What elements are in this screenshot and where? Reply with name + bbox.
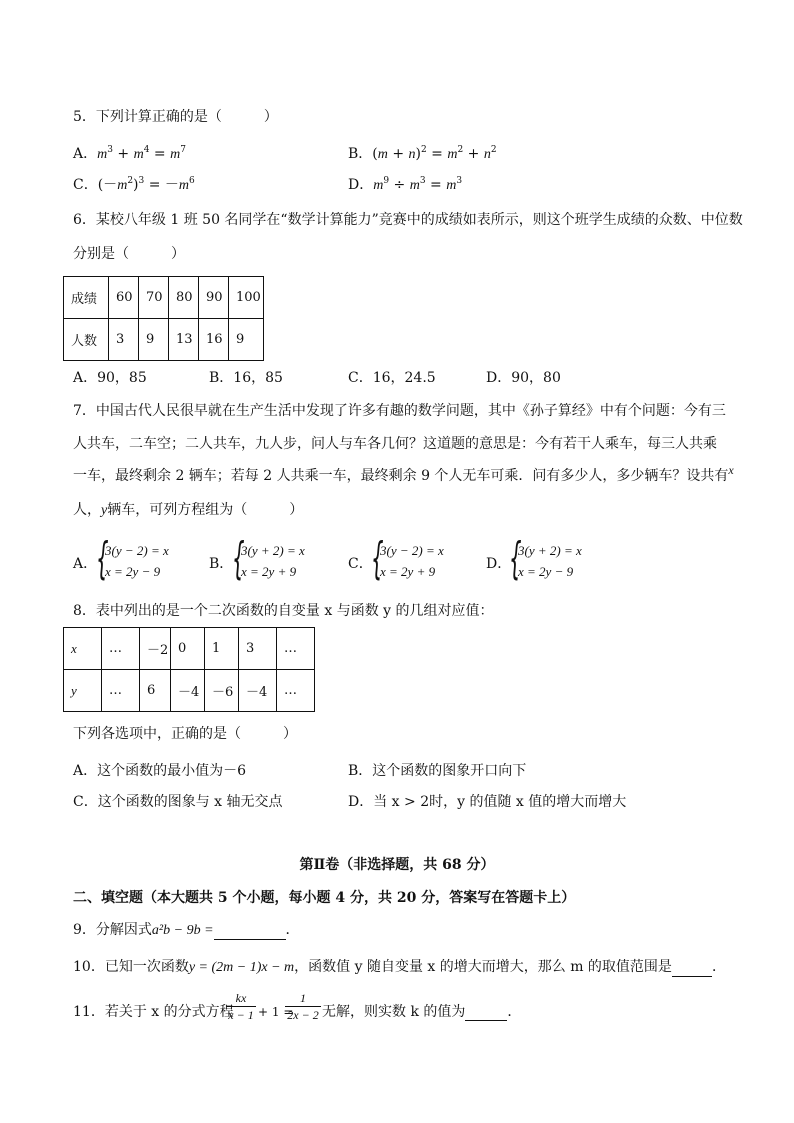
q7-option-c-label: C． (348, 556, 373, 572)
q7-option-c-eq1: 3(y − 2) = x (380, 543, 444, 558)
q11-f2-num: 1 (285, 990, 321, 1007)
q8-option-a: A．这个函数的最小值为－6 (73, 763, 247, 779)
q11-f1-den: x − 1 (228, 1008, 254, 1022)
q10-prefix: 10．已知一次函数 (73, 959, 189, 975)
table-cell: x (64, 628, 102, 670)
q7-option-a-label: A． (73, 556, 98, 572)
q5-option-c: C．$(-m^2)^3 = -m^6$ (73, 176, 195, 193)
table-cell: 人数 (64, 319, 109, 361)
q7-line4 (73, 501, 303, 520)
q5-option-b-label: B． (348, 146, 373, 162)
q6-option-c: C．16，24.5 (348, 370, 436, 386)
brace-icon: { (371, 533, 384, 584)
q11-f2-den: 2x − 2 (287, 1008, 319, 1022)
q9-prefix: 9．分解因式 (73, 922, 152, 938)
table-cell: 16 (199, 319, 229, 361)
table-cell: 80 (169, 277, 199, 319)
q7-option-d-system (509, 533, 609, 584)
table-cell: －6 (205, 670, 239, 712)
q7-line4-b: 辆车，可列方程组为（ ） (107, 502, 304, 518)
q7-option-d-eq2: x = 2y − 9 (518, 564, 574, 579)
q9 (73, 921, 300, 940)
table-cell: 13 (169, 319, 199, 361)
q6-option-b: B．16，85 (209, 370, 283, 386)
table-cell: 6 (140, 670, 171, 712)
q7-option-c-eq2: x = 2y + 9 (380, 564, 436, 579)
brace-icon: { (509, 533, 522, 584)
table-cell: －2 (140, 628, 171, 670)
table-cell: 70 (139, 277, 169, 319)
q11-answer-blank[interactable] (465, 1006, 507, 1021)
table-row (64, 628, 315, 670)
q7-line3 (73, 463, 734, 485)
q5-option-c-label: C． (73, 177, 98, 193)
table-cell: … (277, 628, 315, 670)
q7-option-a-eq2: x = 2y − 9 (105, 564, 161, 579)
q6-option-d: D．90，80 (486, 370, 561, 386)
q5-option-d-label: D． (348, 177, 374, 193)
table-cell: 9 (229, 319, 264, 361)
q10-end: ． (711, 959, 726, 975)
q7-var-y: y (101, 503, 108, 518)
table-cell: 1 (205, 628, 239, 670)
q10-expr: y = (2m − 1)x − m (188, 960, 295, 975)
q7-var-x: x (728, 463, 734, 477)
table-cell: y (64, 670, 102, 712)
q5-stem: 5．下列计算正确的是（ ） (73, 109, 278, 125)
q7-line1: 7．中国古代人民很早就在生产生活中发现了许多有趣的数学问题，其中《孙子算经》中有个问题：今有三 (73, 403, 726, 419)
q8-value-table (63, 627, 315, 712)
table-cell: －4 (239, 670, 277, 712)
q5-option-a: A．$m^3 + m^4 = m^7$ (73, 145, 186, 162)
q7-option-d-eq1: 3(y + 2) = x (518, 543, 582, 558)
q6-score-table (63, 276, 264, 361)
table-cell: 60 (109, 277, 139, 319)
q11-plus: + 1 = (258, 1005, 294, 1019)
table-cell: … (102, 670, 140, 712)
q11-fraction-1 (226, 990, 256, 1023)
q11-prefix: 11．若关于 x 的分式方程 (73, 1004, 234, 1020)
q10-answer-blank[interactable] (672, 962, 712, 977)
table-cell: －4 (171, 670, 205, 712)
q11-end: ． (507, 1004, 522, 1020)
q5-option-d: D．$m^9 \div m^3 = m^3$ (348, 176, 463, 193)
q10-mid: ，函数值 y 随自变量 x 的增大而增大，那么 m 的取值范围是 (294, 959, 672, 975)
q7-option-a-eq1: 3(y − 2) = x (105, 543, 169, 558)
q8-prompt: 下列各选项中，正确的是（ ） (73, 726, 297, 742)
q8-stem: 8．表中列出的是一个二次函数的自变量 x 与函数 y 的几组对应值： (73, 603, 494, 619)
q11-suffix: 无解，则实数 k 的值为 (322, 1004, 466, 1020)
q7-option-b-eq2: x = 2y + 9 (241, 564, 297, 579)
q7-option-d-label: D． (486, 556, 512, 572)
brace-icon: { (96, 533, 109, 584)
q6-stem-line1: 6．某校八年级 1 班 50 名同学在“数学计算能力”竞赛中的成绩如表所示，则这个班学生成绩的众数、中位数 (73, 212, 743, 228)
section-title: 第Ⅱ卷（非选择题，共 68 分） (299, 857, 495, 873)
table-cell: … (277, 670, 315, 712)
q7-option-c-system (371, 533, 471, 584)
table-cell: 成绩 (64, 277, 109, 319)
q9-expr: a²b − 9b = (151, 923, 214, 938)
q8-option-d: D．当 x > 2时，y 的值随 x 值的增大而增大 (348, 794, 627, 810)
q11-tail (322, 1003, 521, 1021)
table-cell: … (102, 628, 140, 670)
table-cell: 3 (109, 319, 139, 361)
q7-option-b-label: B． (209, 556, 234, 572)
table-cell: 0 (171, 628, 205, 670)
q9-end: ． (285, 922, 300, 938)
table-cell: 3 (239, 628, 277, 670)
q5-option-a-label: A． (73, 146, 98, 162)
section-heading: 二、填空题（本大题共 5 个小题，每小题 4 分，共 20 分，答案写在答题卡上） (73, 890, 576, 906)
q11-fraction-2 (285, 990, 321, 1023)
q6-option-a: A．90，85 (73, 370, 147, 386)
q9-answer-blank[interactable] (214, 925, 286, 940)
q5-option-b: B．$(m + n)^2 = m^2 + n^2$ (348, 145, 497, 162)
q8-option-c: C．这个函数的图象与 x 轴无交点 (73, 794, 283, 810)
table-cell: 9 (139, 319, 169, 361)
q7-line3-text: 一车，最终剩余 2 辆车；若每 2 人共乘一车，最终剩余 9 个人无车可乘．问有多少人，多少辆车？设共有 (73, 468, 729, 484)
q7-option-a-system (96, 533, 196, 584)
q10 (73, 958, 726, 977)
q6-stem-line2: 分别是（ ） (73, 246, 185, 262)
table-row (64, 319, 264, 361)
q7-option-b-system (232, 533, 332, 584)
q11-f1-num: kx (226, 990, 256, 1007)
q7-option-b-eq1: 3(y + 2) = x (241, 543, 305, 558)
q7-line2: 人共车，二车空；二人共车，九人步，问人与车各几何？这道题的意思是：今有若干人乘车，每三人共乘 (73, 436, 717, 452)
brace-icon: { (232, 533, 245, 584)
q8-option-b: B．这个函数的图象开口向下 (348, 763, 527, 779)
table-row (64, 670, 315, 712)
table-row (64, 277, 264, 319)
table-cell: 90 (199, 277, 229, 319)
table-cell: 100 (229, 277, 264, 319)
q7-line4-a: 人， (73, 502, 101, 518)
